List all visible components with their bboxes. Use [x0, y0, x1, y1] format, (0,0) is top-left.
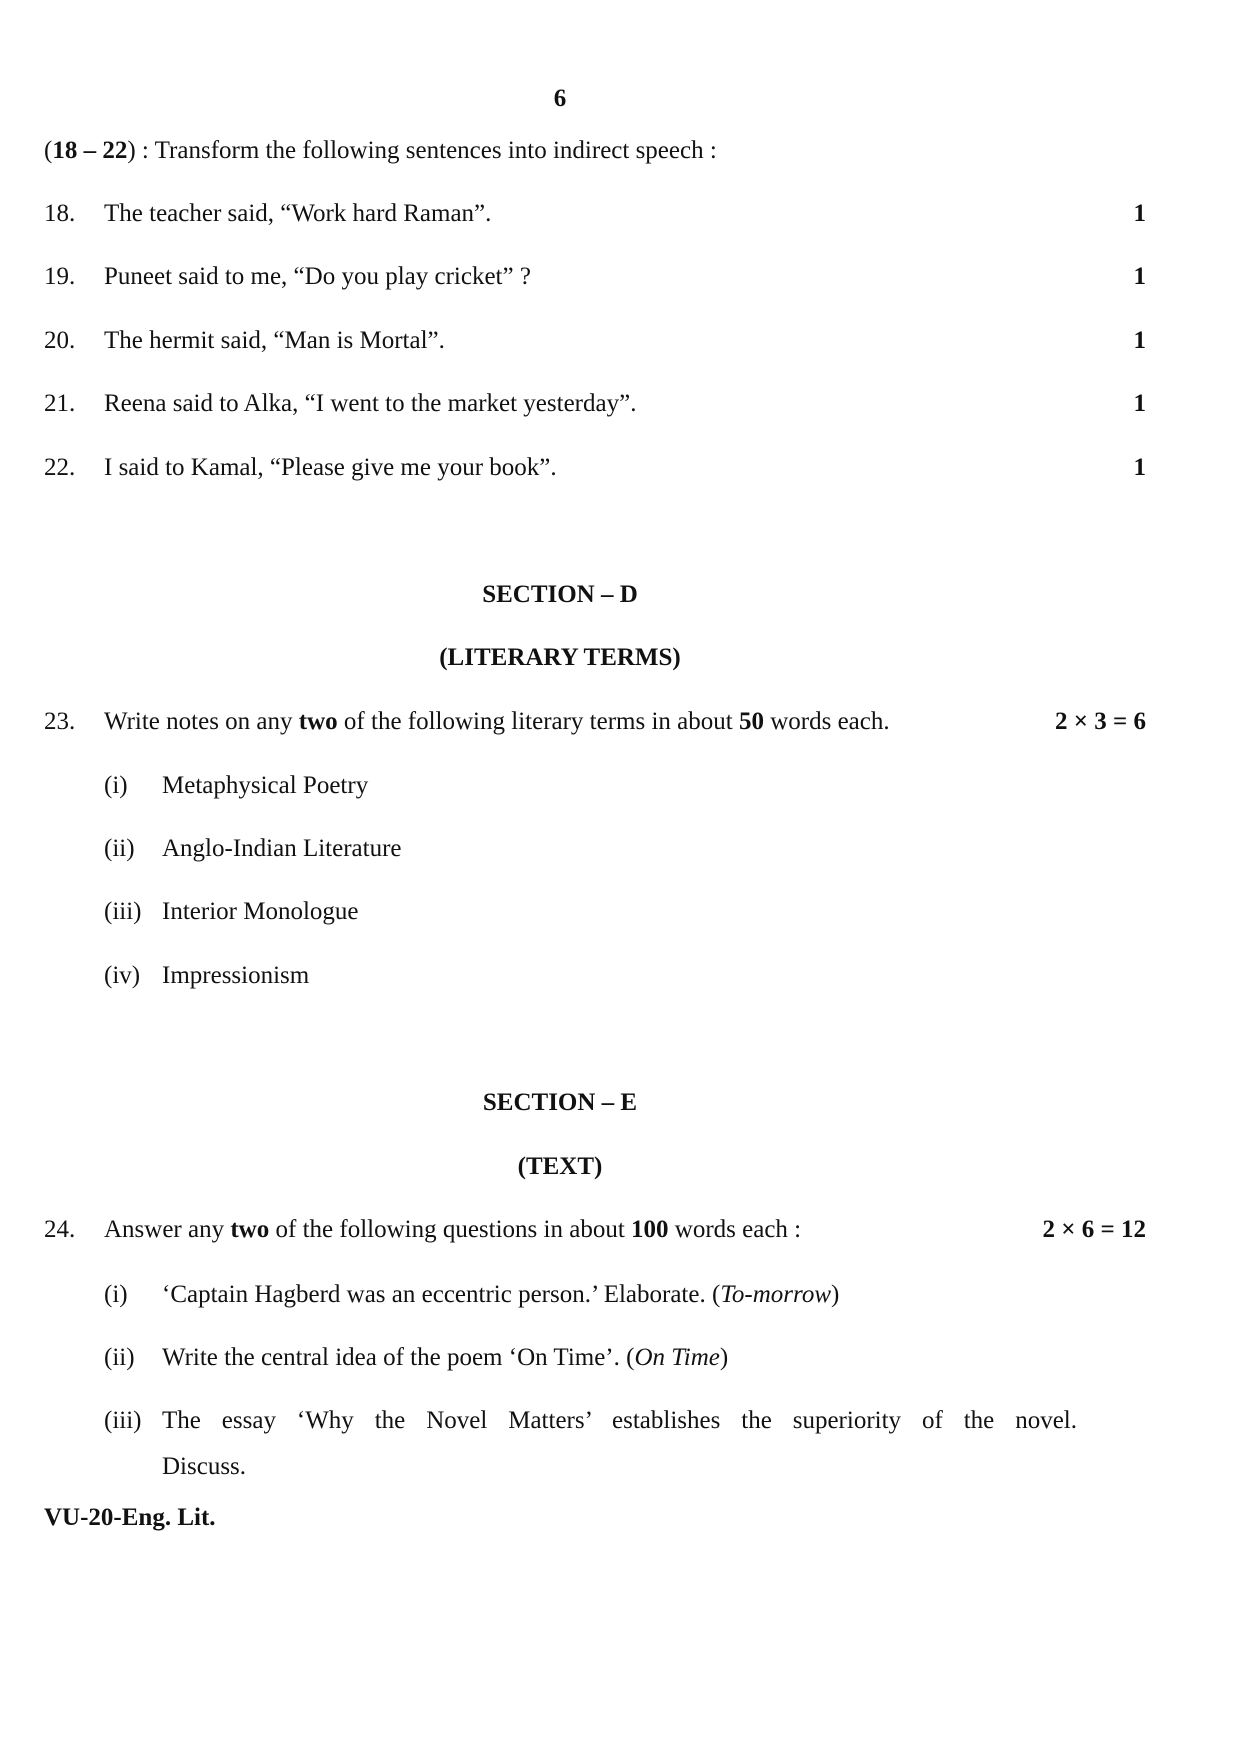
option-text-part: ‘Captain Hagberd was an eccentric person.’ Elaborate. (	[162, 1281, 721, 1308]
option-text	[162, 1280, 839, 1310]
option-source-title: On Time	[634, 1344, 720, 1371]
option-text-part: )	[831, 1281, 840, 1308]
question-text: I said to Kamal, “Please give me your book”.	[104, 454, 557, 481]
question-marks: 1	[1133, 327, 1146, 354]
footer-code: VU-20-Eng. Lit.	[44, 1504, 216, 1531]
question-text: Reena said to Alka, “I went to the market yesterday”.	[104, 390, 637, 417]
question-number: 19.	[44, 263, 76, 290]
option-text: The essay ‘Why the Novel Matters’ establishes the superiority of the novel.	[162, 1407, 1077, 1434]
question-marks: 1	[1133, 263, 1146, 290]
page-number: 6	[553, 85, 567, 112]
question-emphasis: 50	[738, 708, 764, 735]
option-label: (iii)	[104, 1407, 142, 1434]
option-text: Anglo-Indian Literature	[162, 835, 402, 862]
question-marks: 2 × 6 = 12	[1042, 1216, 1146, 1243]
option-source-title: To-morrow	[720, 1281, 832, 1308]
question-text: The teacher said, “Work hard Raman”.	[104, 200, 492, 227]
option-text: Metaphysical Poetry	[162, 772, 369, 799]
option-text-part: Write the central idea of the poem ‘On Time’. (	[162, 1344, 635, 1371]
question-marks: 2 × 3 = 6	[1055, 708, 1146, 735]
instruction-text: : Transform the following sentences into indirect speech :	[135, 137, 717, 164]
option-label: (i)	[104, 1281, 128, 1308]
option-text: Impressionism	[162, 962, 310, 989]
option-text: Interior Monologue	[162, 898, 359, 925]
question-number: 21.	[44, 390, 76, 417]
option-label: (iv)	[104, 962, 141, 989]
option-label: (ii)	[104, 835, 135, 862]
question-number: 18.	[44, 200, 76, 227]
instruction-range-open: (	[44, 137, 53, 164]
instruction-range: 18 – 22	[52, 137, 128, 164]
question-text-part: words each.	[763, 708, 890, 735]
option-text	[162, 1343, 728, 1373]
question-text-part: of the following literary terms in about	[337, 708, 739, 735]
question-marks: 1	[1133, 390, 1146, 417]
instruction-range-close: )	[127, 137, 136, 164]
question-text	[104, 707, 890, 737]
section-e-subtitle: (TEXT)	[517, 1153, 603, 1180]
option-text-part: )	[719, 1344, 729, 1371]
question-number: 23.	[44, 708, 76, 735]
section-d-title: SECTION – D	[482, 581, 638, 608]
question-text-part: Answer any	[104, 1216, 231, 1243]
section-d-subtitle: (LITERARY TERMS)	[439, 644, 681, 671]
question-marks: 1	[1133, 200, 1146, 227]
question-emphasis: two	[298, 708, 338, 735]
question-text-part: Write notes on any	[104, 708, 299, 735]
question-text-part: words each :	[668, 1216, 802, 1243]
section-e-title: SECTION – E	[482, 1089, 638, 1116]
question-number: 24.	[44, 1216, 76, 1243]
question-text	[104, 1215, 801, 1245]
option-label: (i)	[104, 772, 128, 799]
option-label: (ii)	[104, 1344, 135, 1371]
instruction-line	[44, 136, 717, 166]
question-text: Puneet said to me, “Do you play cricket” ?	[104, 263, 531, 290]
question-emphasis: 100	[631, 1216, 669, 1243]
question-marks: 1	[1133, 454, 1146, 481]
option-text-continued: Discuss.	[162, 1453, 247, 1480]
option-label: (iii)	[104, 898, 142, 925]
question-emphasis: two	[230, 1216, 270, 1243]
question-text-part: of the following questions in about	[269, 1216, 632, 1243]
question-text: The hermit said, “Man is Mortal”.	[104, 327, 445, 354]
question-number: 22.	[44, 454, 76, 481]
question-number: 20.	[44, 327, 76, 354]
